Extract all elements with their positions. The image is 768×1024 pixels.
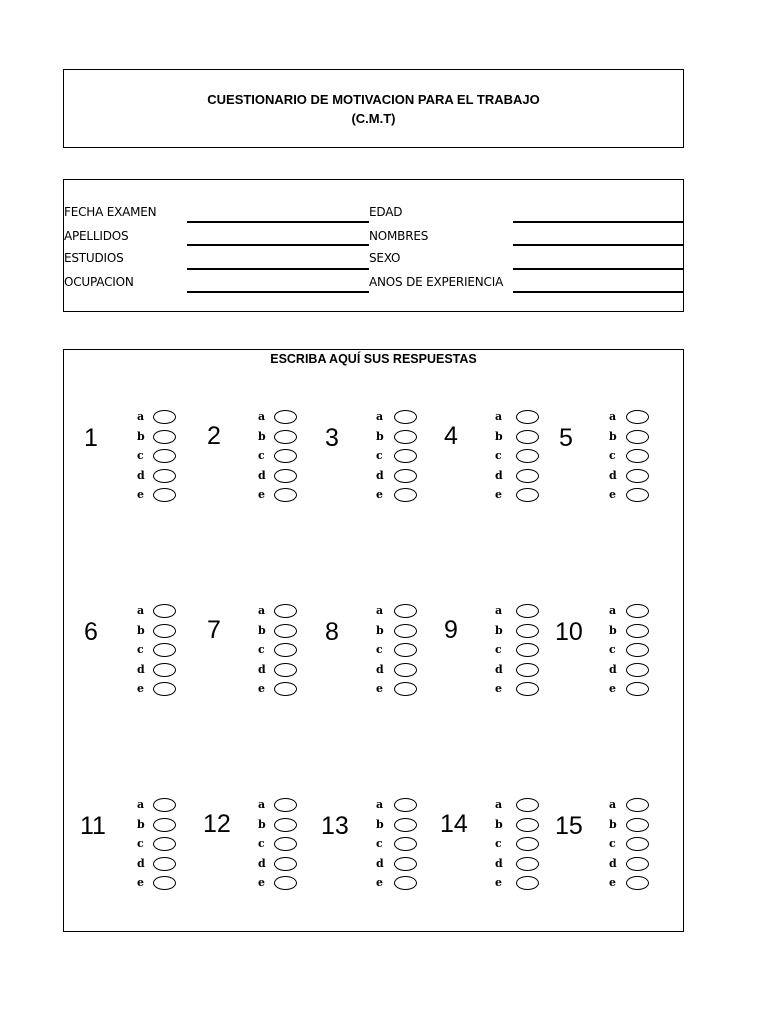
field-ocupacion[interactable] <box>187 291 369 293</box>
label-anos-experiencia: ANOS DE EXPERIENCIA <box>369 275 504 289</box>
answer-bubble-q7-d[interactable] <box>274 663 297 677</box>
option-letter: b <box>495 623 503 637</box>
option-letter: a <box>258 604 266 617</box>
answer-bubble-q2-d[interactable] <box>274 469 297 483</box>
answer-bubble-q8-e[interactable] <box>394 682 417 696</box>
option-letter: a <box>376 798 384 811</box>
question-number: 13 <box>321 812 349 840</box>
question-number: 12 <box>203 810 231 838</box>
field-sexo[interactable] <box>513 268 683 270</box>
answer-bubble-q3-a[interactable] <box>394 410 417 424</box>
answer-bubble-q2-a[interactable] <box>274 410 297 424</box>
option-letter: b <box>495 429 503 443</box>
option-letter: b <box>376 429 384 443</box>
option-letter: e <box>495 876 502 889</box>
option-letter: b <box>609 623 617 637</box>
option-letter: a <box>495 410 503 423</box>
option-letter: e <box>609 876 616 889</box>
answer-bubble-q13-d[interactable] <box>394 857 417 871</box>
option-letter: b <box>609 817 617 831</box>
answer-bubble-q3-e[interactable] <box>394 488 417 502</box>
answer-bubble-q8-b[interactable] <box>394 624 417 638</box>
answer-bubble-q14-b[interactable] <box>516 818 539 832</box>
answer-bubble-q5-e[interactable] <box>626 488 649 502</box>
answer-bubble-q10-c[interactable] <box>626 643 649 657</box>
answer-bubble-q10-d[interactable] <box>626 663 649 677</box>
answer-bubble-q15-d[interactable] <box>626 857 649 871</box>
option-letter: c <box>495 837 502 850</box>
answer-bubble-q7-a[interactable] <box>274 604 297 618</box>
option-letter: c <box>495 449 502 462</box>
answer-bubble-q6-d[interactable] <box>153 663 176 677</box>
answer-bubble-q14-c[interactable] <box>516 837 539 851</box>
option-letter: e <box>376 876 383 889</box>
label-fecha-examen: FECHA EXAMEN <box>64 205 157 219</box>
option-letter: d <box>376 856 384 870</box>
label-apellidos: APELLIDOS <box>64 229 129 243</box>
option-letter: e <box>258 876 265 889</box>
option-letter: b <box>609 429 617 443</box>
answer-bubble-q12-c[interactable] <box>274 837 297 851</box>
option-letter: e <box>376 488 383 501</box>
option-letter: d <box>609 856 617 870</box>
option-letter: e <box>495 488 502 501</box>
option-letter: c <box>258 837 265 850</box>
answer-bubble-q11-e[interactable] <box>153 876 176 890</box>
answer-bubble-q8-a[interactable] <box>394 604 417 618</box>
question-number: 4 <box>444 422 458 450</box>
answer-bubble-q1-b[interactable] <box>153 430 176 444</box>
option-letter: e <box>258 488 265 501</box>
option-letter: d <box>495 662 503 676</box>
option-letter: b <box>258 429 266 443</box>
answer-bubble-q1-e[interactable] <box>153 488 176 502</box>
answer-bubble-q15-e[interactable] <box>626 876 649 890</box>
label-ocupacion: OCUPACION <box>64 275 134 289</box>
answer-bubble-q11-a[interactable] <box>153 798 176 812</box>
answer-bubble-q9-d[interactable] <box>516 663 539 677</box>
question-number: 6 <box>84 618 98 646</box>
field-nombres[interactable] <box>513 244 683 246</box>
answer-bubble-q15-b[interactable] <box>626 818 649 832</box>
label-estudios: ESTUDIOS <box>64 251 124 265</box>
field-estudios[interactable] <box>187 268 369 270</box>
form-title: CUESTIONARIO DE MOTIVACION PARA EL TRABAJO <box>207 92 540 107</box>
answer-bubble-q15-c[interactable] <box>626 837 649 851</box>
answer-bubble-q6-e[interactable] <box>153 682 176 696</box>
option-letter: c <box>137 643 144 656</box>
answer-bubble-q13-e[interactable] <box>394 876 417 890</box>
field-anos-experiencia[interactable] <box>513 291 683 293</box>
label-edad: EDAD <box>369 205 403 219</box>
option-letter: b <box>376 623 384 637</box>
option-letter: c <box>137 837 144 850</box>
answer-bubble-q6-b[interactable] <box>153 624 176 638</box>
answer-sheet-title: ESCRIBA AQUÍ SUS RESPUESTAS <box>270 352 477 366</box>
option-letter: d <box>609 662 617 676</box>
answer-bubble-q2-e[interactable] <box>274 488 297 502</box>
question-number: 7 <box>207 616 221 644</box>
answer-bubble-q11-b[interactable] <box>153 818 176 832</box>
question-number: 15 <box>555 812 583 840</box>
answer-bubble-q5-a[interactable] <box>626 410 649 424</box>
answer-bubble-q3-b[interactable] <box>394 430 417 444</box>
option-letter: e <box>137 488 144 501</box>
option-letter: c <box>609 837 616 850</box>
question-number: 10 <box>555 618 583 646</box>
option-letter: c <box>376 643 383 656</box>
answer-bubble-q12-a[interactable] <box>274 798 297 812</box>
option-letter: c <box>137 449 144 462</box>
answer-bubble-q5-d[interactable] <box>626 469 649 483</box>
option-letter: b <box>376 817 384 831</box>
option-letter: a <box>609 410 617 423</box>
question-number: 8 <box>325 618 339 646</box>
answer-bubble-q4-a[interactable] <box>516 410 539 424</box>
question-number: 11 <box>80 812 106 840</box>
option-letter: a <box>258 410 266 423</box>
option-letter: b <box>495 817 503 831</box>
option-letter: d <box>258 856 266 870</box>
question-number: 9 <box>444 616 458 644</box>
option-letter: c <box>495 643 502 656</box>
answer-bubble-q3-d[interactable] <box>394 469 417 483</box>
option-letter: d <box>258 662 266 676</box>
label-sexo: SEXO <box>369 251 401 265</box>
answer-bubble-q9-c[interactable] <box>516 643 539 657</box>
answer-bubble-q8-c[interactable] <box>394 643 417 657</box>
option-letter: c <box>258 449 265 462</box>
answer-bubble-q1-d[interactable] <box>153 469 176 483</box>
title-box <box>63 69 684 148</box>
option-letter: b <box>258 623 266 637</box>
answer-bubble-q10-b[interactable] <box>626 624 649 638</box>
question-number: 14 <box>440 810 468 838</box>
answer-bubble-q11-d[interactable] <box>153 857 176 871</box>
option-letter: d <box>137 856 145 870</box>
option-letter: c <box>609 643 616 656</box>
field-apellidos[interactable] <box>187 244 369 246</box>
answer-bubble-q5-c[interactable] <box>626 449 649 463</box>
option-letter: b <box>137 429 145 443</box>
answer-bubble-q7-c[interactable] <box>274 643 297 657</box>
question-number: 3 <box>325 424 339 452</box>
option-letter: d <box>376 662 384 676</box>
option-letter: a <box>609 604 617 617</box>
option-letter: a <box>609 798 617 811</box>
answer-bubble-q4-e[interactable] <box>516 488 539 502</box>
answer-sheet-box <box>63 349 684 932</box>
answer-bubble-q9-a[interactable] <box>516 604 539 618</box>
answer-bubble-q4-c[interactable] <box>516 449 539 463</box>
question-number: 1 <box>84 424 98 452</box>
option-letter: c <box>609 449 616 462</box>
answer-bubble-q13-a[interactable] <box>394 798 417 812</box>
option-letter: d <box>376 468 384 482</box>
option-letter: d <box>495 856 503 870</box>
question-number: 5 <box>559 424 573 452</box>
option-letter: a <box>495 798 503 811</box>
answer-bubble-q10-a[interactable] <box>626 604 649 618</box>
option-letter: c <box>376 837 383 850</box>
personal-info-box <box>63 179 684 312</box>
answer-bubble-q13-c[interactable] <box>394 837 417 851</box>
answer-bubble-q9-b[interactable] <box>516 624 539 638</box>
answer-bubble-q1-a[interactable] <box>153 410 176 424</box>
question-number: 2 <box>207 422 221 450</box>
answer-bubble-q6-c[interactable] <box>153 643 176 657</box>
answer-bubble-q15-a[interactable] <box>626 798 649 812</box>
option-letter: d <box>495 468 503 482</box>
option-letter: e <box>258 682 265 695</box>
answer-bubble-q7-b[interactable] <box>274 624 297 638</box>
answer-bubble-q5-b[interactable] <box>626 430 649 444</box>
option-letter: e <box>137 876 144 889</box>
answer-bubble-q14-e[interactable] <box>516 876 539 890</box>
answer-bubble-q11-c[interactable] <box>153 837 176 851</box>
answer-bubble-q9-e[interactable] <box>516 682 539 696</box>
answer-bubble-q12-b[interactable] <box>274 818 297 832</box>
option-letter: a <box>137 604 145 617</box>
field-fecha-examen[interactable] <box>187 221 369 223</box>
answer-bubble-q7-e[interactable] <box>274 682 297 696</box>
answer-bubble-q6-a[interactable] <box>153 604 176 618</box>
answer-bubble-q12-d[interactable] <box>274 857 297 871</box>
option-letter: a <box>376 604 384 617</box>
answer-bubble-q14-d[interactable] <box>516 857 539 871</box>
answer-bubble-q3-c[interactable] <box>394 449 417 463</box>
option-letter: e <box>609 682 616 695</box>
field-edad[interactable] <box>513 221 683 223</box>
option-letter: b <box>137 817 145 831</box>
option-letter: e <box>495 682 502 695</box>
option-letter: d <box>137 662 145 676</box>
option-letter: a <box>137 410 145 423</box>
answer-bubble-q14-a[interactable] <box>516 798 539 812</box>
option-letter: a <box>495 604 503 617</box>
answer-bubble-q2-c[interactable] <box>274 449 297 463</box>
answer-bubble-q13-b[interactable] <box>394 818 417 832</box>
option-letter: e <box>137 682 144 695</box>
answer-bubble-q4-d[interactable] <box>516 469 539 483</box>
option-letter: d <box>609 468 617 482</box>
answer-bubble-q8-d[interactable] <box>394 663 417 677</box>
answer-bubble-q2-b[interactable] <box>274 430 297 444</box>
answer-bubble-q10-e[interactable] <box>626 682 649 696</box>
answer-bubble-q1-c[interactable] <box>153 449 176 463</box>
answer-bubble-q4-b[interactable] <box>516 430 539 444</box>
answer-bubble-q12-e[interactable] <box>274 876 297 890</box>
option-letter: a <box>258 798 266 811</box>
option-letter: b <box>137 623 145 637</box>
option-letter: d <box>258 468 266 482</box>
option-letter: e <box>376 682 383 695</box>
option-letter: a <box>137 798 145 811</box>
option-letter: c <box>376 449 383 462</box>
option-letter: e <box>609 488 616 501</box>
option-letter: b <box>258 817 266 831</box>
label-nombres: NOMBRES <box>369 229 429 243</box>
option-letter: c <box>258 643 265 656</box>
option-letter: a <box>376 410 384 423</box>
option-letter: d <box>137 468 145 482</box>
form-subtitle: (C.M.T) <box>351 111 396 126</box>
